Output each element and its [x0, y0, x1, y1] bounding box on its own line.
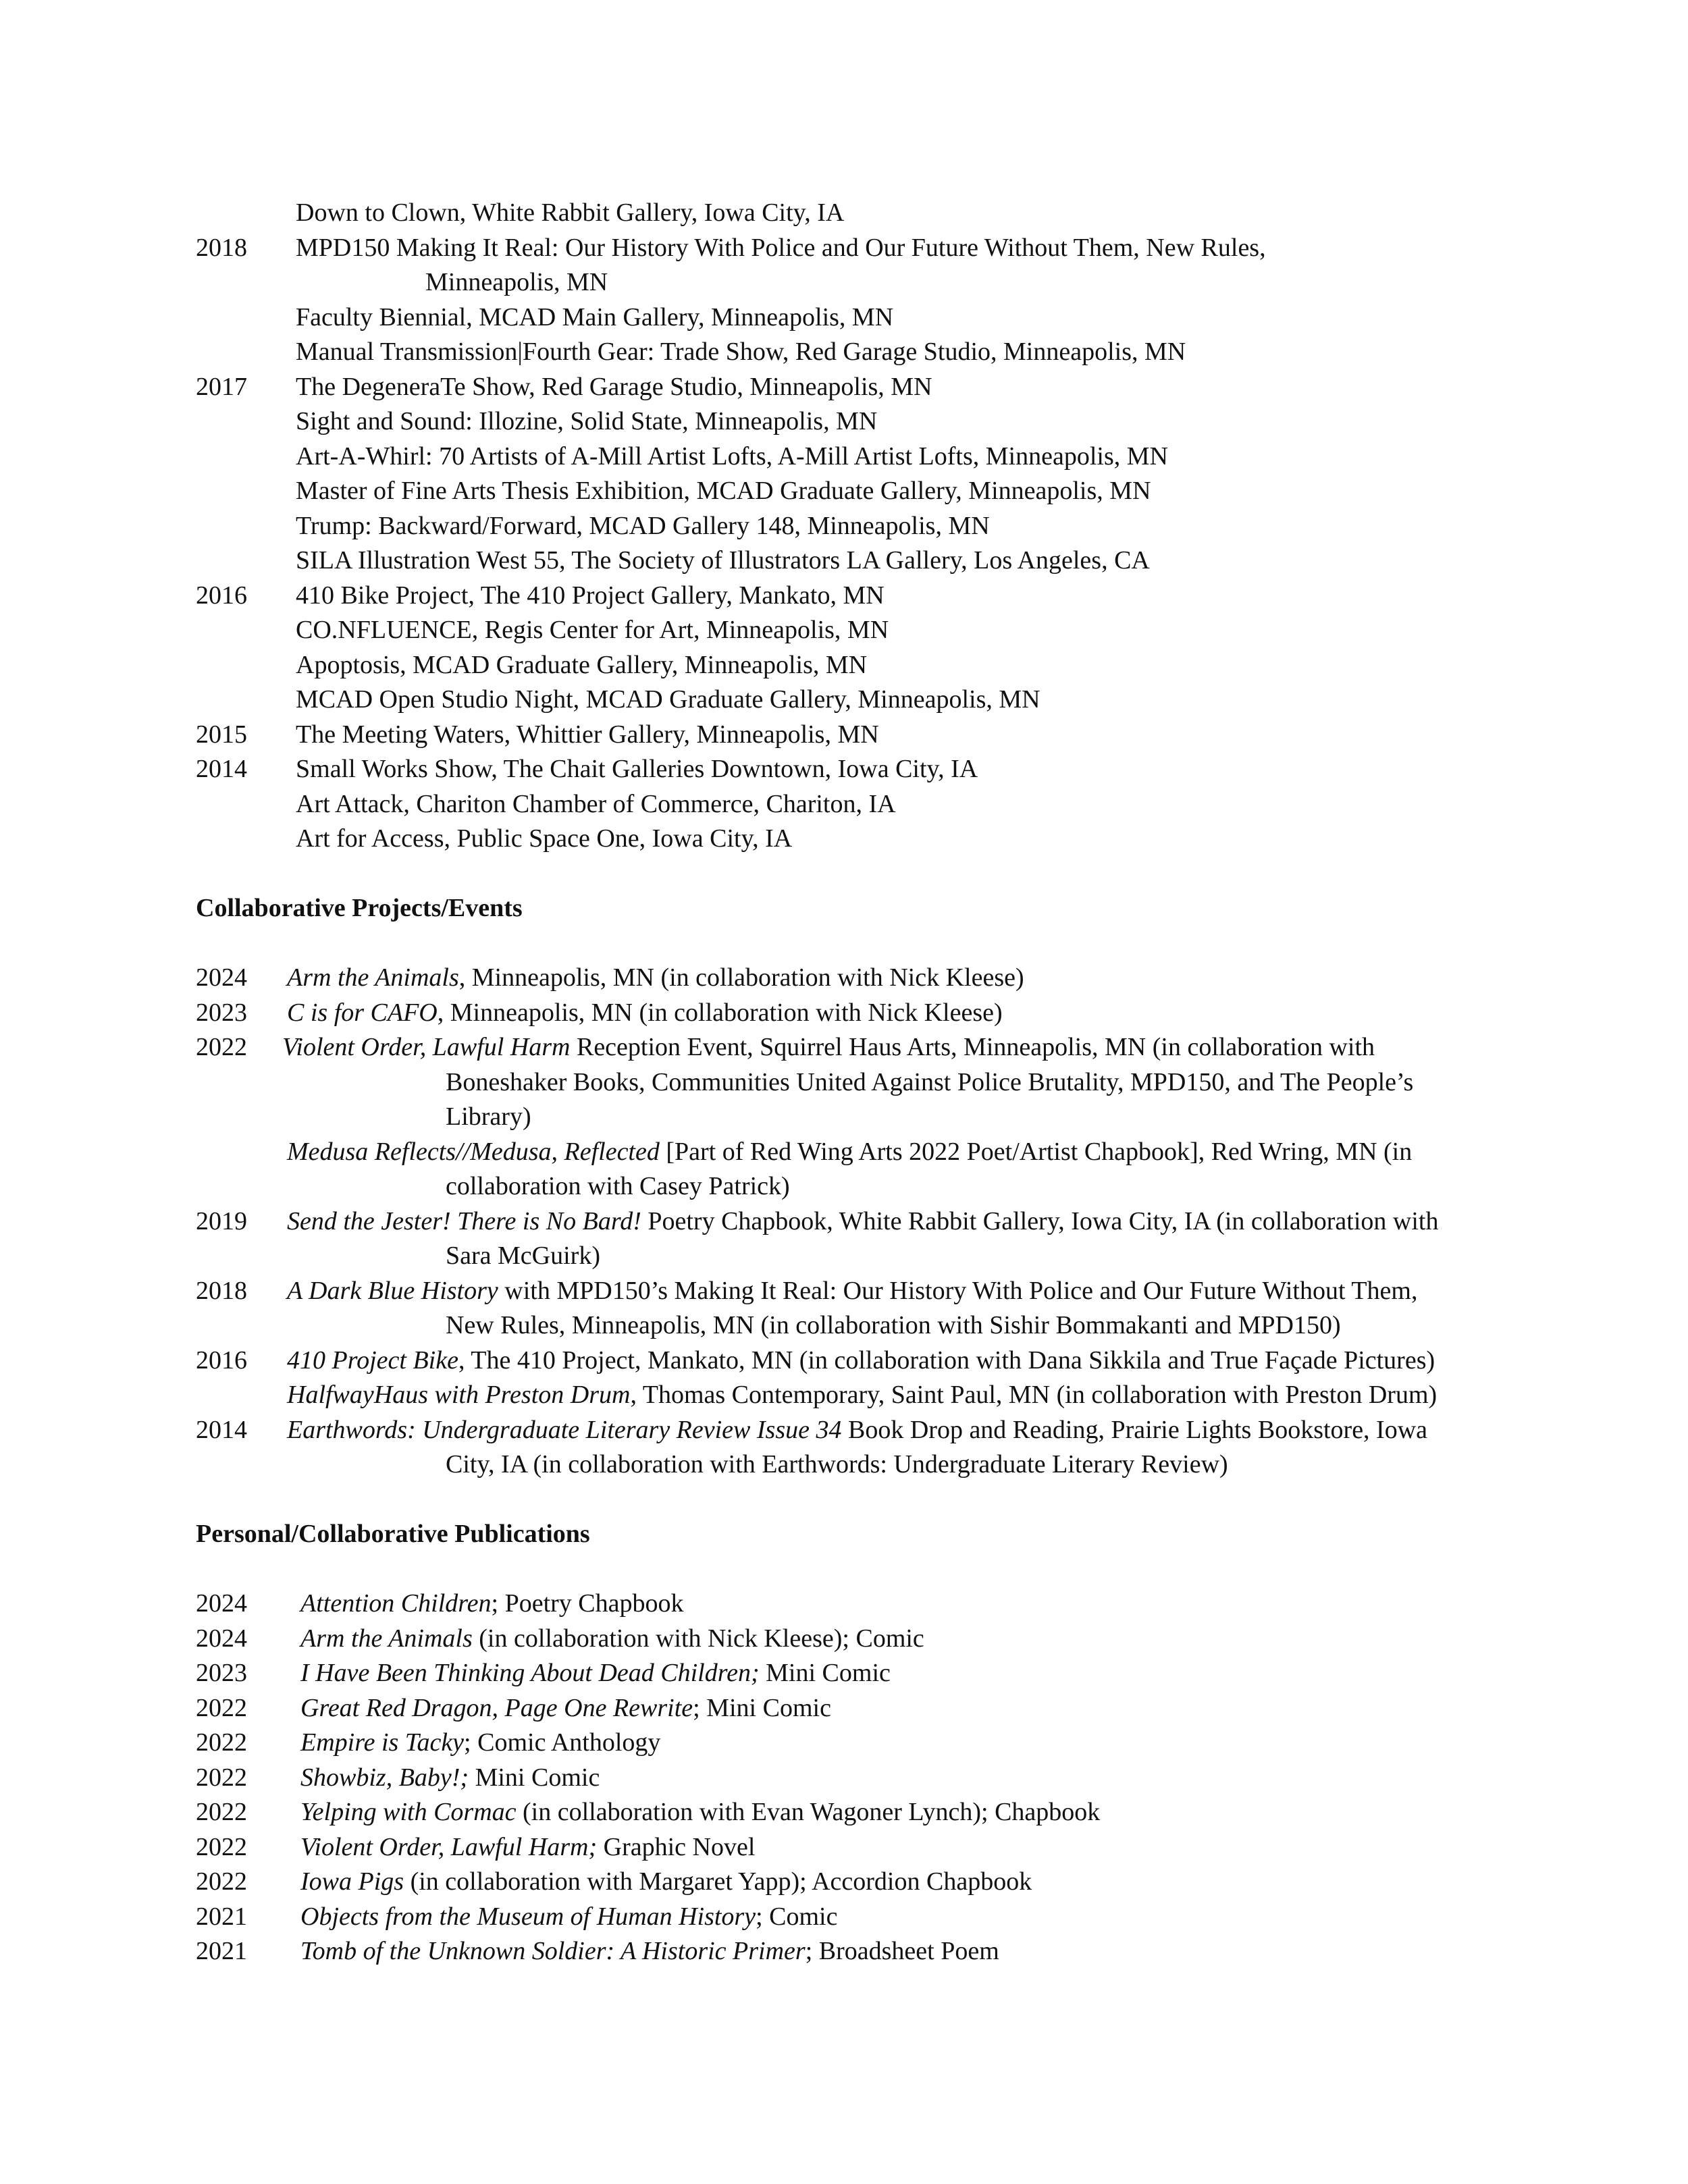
entry-details: Reception Event, Squirrel Haus Arts, Minneapolis, MN (in collaboration with — [570, 1033, 1375, 1061]
entry-title: Attention Children — [300, 1589, 492, 1618]
entry-details: (in collaboration with Margaret Yapp); Accordion Chapbook — [404, 1867, 1032, 1896]
entry-text: Art for Access, Public Space One, Iowa City, IA — [296, 824, 793, 853]
collab-section-heading: Collaborative Projects/Events — [196, 894, 523, 922]
entry-details: , Minneapolis, MN (in collaboration with Nick Kleese) — [437, 998, 1003, 1027]
entry-title: 410 Project Bike — [287, 1346, 458, 1375]
entry-text — [300, 1726, 660, 1761]
entry-text: The Meeting Waters, Whittier Gallery, Minneapolis, MN — [296, 720, 879, 749]
entry-details: (in collaboration with Nick Kleese); Comic — [472, 1624, 924, 1653]
entry-text: Faculty Biennial, MCAD Main Gallery, Minneapolis, MN — [296, 302, 894, 331]
entry-details: ; Mini Comic — [693, 1693, 831, 1722]
entry-year: 2022 — [196, 1033, 247, 1061]
entry-text — [300, 1691, 831, 1726]
entry-year: 2022 — [196, 1728, 247, 1757]
entry-text — [300, 1830, 755, 1865]
entry-text: Art Attack, Chariton Chamber of Commerce, Chariton, IA — [296, 789, 896, 818]
entry-year: 2023 — [196, 998, 247, 1027]
entry-text — [287, 961, 1024, 996]
list-item — [196, 1795, 1519, 1830]
list-item — [196, 752, 1519, 787]
entry-text: The DegeneraTe Show, Red Garage Studio, Minneapolis, MN — [296, 372, 932, 401]
entry-text: Art-A-Whirl: 70 Artists of A-Mill Artist Lofts, A-Mill Artist Lofts, Minneapolis, MN — [296, 442, 1168, 471]
publications-list — [196, 1587, 1519, 1969]
list-item-continuation — [196, 265, 1519, 300]
entry-text — [282, 1030, 1375, 1065]
entry-title: Violent Order, Lawful Harm; — [300, 1832, 598, 1861]
list-item — [196, 404, 1519, 440]
entry-title: Great Red Dragon, Page One Rewrite — [300, 1693, 693, 1722]
entry-details: , Thomas Contemporary, Saint Paul, MN (in collaboration with Preston Drum) — [630, 1381, 1438, 1409]
entry-details: Book Drop and Reading, Prairie Lights Bookstore, Iowa — [841, 1415, 1428, 1444]
list-item — [196, 1378, 1519, 1413]
list-item — [196, 1343, 1519, 1379]
entry-details: with MPD150’s Making It Real: Our History With Police and Our Future Without Them, — [498, 1276, 1418, 1305]
entry-text: Down to Clown, White Rabbit Gallery, Iowa City, IA — [296, 198, 845, 227]
list-item-continuation — [196, 1169, 1519, 1204]
list-item — [196, 787, 1519, 822]
entry-year: 2021 — [196, 1937, 247, 1965]
entry-title: Send the Jester! There is No Bard! — [287, 1206, 641, 1235]
list-item — [196, 648, 1519, 683]
entry-details: Mini Comic — [759, 1659, 891, 1687]
entry-text-continued: collaboration with Casey Patrick) — [446, 1172, 790, 1200]
entry-text-continued: Library) — [446, 1102, 531, 1131]
list-item — [196, 300, 1519, 336]
entry-text: Small Works Show, The Chait Galleries Downtown, Iowa City, IA — [296, 755, 978, 783]
list-item — [196, 231, 1519, 266]
entry-details: ; Poetry Chapbook — [491, 1589, 684, 1618]
entry-text — [300, 1865, 1032, 1900]
list-item-continuation — [196, 1447, 1519, 1483]
entry-title: Tomb of the Unknown Soldier: A Historic Primer — [300, 1937, 806, 1965]
list-item-continuation — [196, 1239, 1519, 1274]
entry-title: HalfwayHaus with Preston Drum — [287, 1381, 631, 1409]
entry-details: [Part of Red Wing Arts 2022 Poet/Artist Chapbook], Red Wring, MN (in — [659, 1137, 1413, 1166]
entry-text: Manual Transmission|Fourth Gear: Trade Show, Red Garage Studio, Minneapolis, MN — [296, 338, 1186, 366]
list-item — [196, 543, 1519, 579]
entry-title: Medusa Reflects//Medusa, Reflected — [287, 1137, 660, 1166]
entry-year: 2022 — [196, 1763, 247, 1792]
entry-year: 2022 — [196, 1867, 247, 1896]
entry-title: C is for CAFO — [287, 998, 438, 1027]
entry-text — [287, 1378, 1437, 1413]
list-item — [196, 613, 1519, 648]
spacer — [196, 857, 1519, 892]
entry-year: 2017 — [196, 372, 247, 401]
entry-year: 2014 — [196, 755, 247, 783]
entry-title: Earthwords: Undergraduate Literary Review Issue 34 — [287, 1415, 842, 1444]
list-item-continuation — [196, 1308, 1519, 1343]
entry-year: 2022 — [196, 1693, 247, 1722]
entry-year: 2024 — [196, 1589, 247, 1618]
entry-text: SILA Illustration West 55, The Society of Illustrators LA Gallery, Los Angeles, CA — [296, 546, 1150, 575]
entry-title: Arm the Animals — [300, 1624, 473, 1653]
entry-title: Iowa Pigs — [300, 1867, 404, 1896]
entry-details: , Minneapolis, MN (in collaboration with Nick Kleese) — [458, 963, 1024, 992]
entry-title: Objects from the Museum of Human History — [300, 1902, 756, 1931]
entry-text — [300, 1795, 1100, 1830]
entry-text-continued: New Rules, Minneapolis, MN (in collaboration with Sishir Bommakanti and MPD150) — [446, 1311, 1341, 1339]
entry-title: I Have Been Thinking About Dead Children; — [300, 1659, 760, 1687]
entry-text: 410 Bike Project, The 410 Project Gallery, Mankato, MN — [296, 581, 885, 610]
entry-title: Violent Order, Lawful Harm — [282, 1033, 571, 1061]
list-item — [196, 335, 1519, 370]
entry-year: 2016 — [196, 1346, 247, 1375]
entry-year: 2016 — [196, 581, 247, 610]
list-item — [196, 1274, 1519, 1309]
entry-text — [287, 1343, 1435, 1379]
entry-year: 2019 — [196, 1206, 247, 1235]
entry-title: Yelping with Cormac — [300, 1798, 517, 1826]
entry-year: 2015 — [196, 720, 247, 749]
publications-section-heading: Personal/Collaborative Publications — [196, 1520, 590, 1548]
cv-content — [196, 196, 1519, 1969]
entry-text: CO.NFLUENCE, Regis Center for Art, Minneapolis, MN — [296, 616, 889, 644]
list-item — [196, 440, 1519, 475]
entry-details: ; Comic — [756, 1902, 838, 1931]
entry-year: 2018 — [196, 233, 247, 262]
entry-details: ; Broadsheet Poem — [805, 1937, 999, 1965]
entry-details: (in collaboration with Evan Wagoner Lynch); Chapbook — [516, 1798, 1101, 1826]
entry-text — [287, 996, 1003, 1031]
entry-text: Apoptosis, MCAD Graduate Gallery, Minneapolis, MN — [296, 650, 868, 679]
entry-text — [300, 1934, 999, 1969]
list-item — [196, 474, 1519, 509]
entry-year: 2024 — [196, 963, 247, 992]
list-item — [196, 196, 1519, 231]
entry-details: Poetry Chapbook, White Rabbit Gallery, Iowa City, IA (in collaboration with — [641, 1206, 1439, 1235]
entry-details: , The 410 Project, Mankato, MN (in collaboration with Dana Sikkila and True Façade Pictures) — [458, 1346, 1435, 1375]
list-item — [196, 1865, 1519, 1900]
entry-text: Trump: Backward/Forward, MCAD Gallery 148, Minneapolis, MN — [296, 511, 990, 540]
entry-year: 2022 — [196, 1798, 247, 1826]
list-item-continuation — [196, 1065, 1519, 1100]
entry-details: Mini Comic — [469, 1763, 600, 1792]
entry-text — [287, 1413, 1427, 1448]
entry-text — [300, 1587, 684, 1622]
entry-text — [300, 1656, 891, 1691]
list-item-continuation — [196, 1100, 1519, 1135]
list-item — [196, 683, 1519, 718]
entry-year: 2014 — [196, 1415, 247, 1444]
entry-text-continued: Sara McGuirk) — [446, 1242, 600, 1270]
entry-year: 2024 — [196, 1624, 247, 1653]
collab-list — [196, 961, 1519, 1483]
entry-title: Empire is Tacky — [300, 1728, 465, 1757]
list-item — [196, 1900, 1519, 1935]
entry-details: Graphic Novel — [597, 1832, 756, 1861]
list-item — [196, 996, 1519, 1031]
list-item — [196, 1761, 1519, 1796]
entry-text — [287, 1274, 1417, 1309]
entry-title: A Dark Blue History — [287, 1276, 498, 1305]
entry-text: MCAD Open Studio Night, MCAD Graduate Gallery, Minneapolis, MN — [296, 685, 1040, 714]
entry-year: 2018 — [196, 1276, 247, 1305]
list-item — [196, 579, 1519, 614]
list-item — [196, 1691, 1519, 1726]
list-item — [196, 1934, 1519, 1969]
list-item — [196, 1830, 1519, 1865]
spacer — [196, 1552, 1519, 1587]
entry-title: Arm the Animals — [287, 963, 459, 992]
list-item — [196, 961, 1519, 996]
exhibitions-list — [196, 196, 1519, 857]
list-item — [196, 718, 1519, 753]
entry-text: MPD150 Making It Real: Our History With Police and Our Future Without Them, New Rules, — [296, 233, 1266, 262]
list-item — [196, 1656, 1519, 1691]
entry-year: 2021 — [196, 1902, 247, 1931]
entry-title: Showbiz, Baby!; — [300, 1763, 469, 1792]
list-item — [196, 1587, 1519, 1622]
entry-text — [287, 1204, 1438, 1240]
list-item — [196, 1622, 1519, 1657]
list-item — [196, 1413, 1519, 1448]
entry-text — [300, 1761, 600, 1796]
entry-text-continued: City, IA (in collaboration with Earthwords: Undergraduate Literary Review) — [446, 1450, 1228, 1479]
list-item — [196, 822, 1519, 857]
entry-text: Sight and Sound: Illozine, Solid State, Minneapolis, MN — [296, 407, 878, 435]
spacer — [196, 926, 1519, 961]
list-item — [196, 1135, 1519, 1170]
entry-year: 2023 — [196, 1659, 247, 1687]
list-item — [196, 1726, 1519, 1761]
list-item — [196, 1204, 1519, 1240]
list-item — [196, 509, 1519, 544]
spacer — [196, 1483, 1519, 1518]
entry-text — [300, 1622, 924, 1657]
entry-text — [287, 1135, 1412, 1170]
entry-text — [300, 1900, 837, 1935]
list-item — [196, 370, 1519, 405]
entry-details: ; Comic Anthology — [464, 1728, 661, 1757]
entry-year: 2022 — [196, 1832, 247, 1861]
entry-text-continued: Minneapolis, MN — [425, 268, 608, 296]
entry-text-continued: Boneshaker Books, Communities United Against Police Brutality, MPD150, and The People’s — [446, 1067, 1414, 1096]
list-item — [196, 1030, 1519, 1065]
entry-text: Master of Fine Arts Thesis Exhibition, MCAD Graduate Gallery, Minneapolis, MN — [296, 477, 1151, 505]
